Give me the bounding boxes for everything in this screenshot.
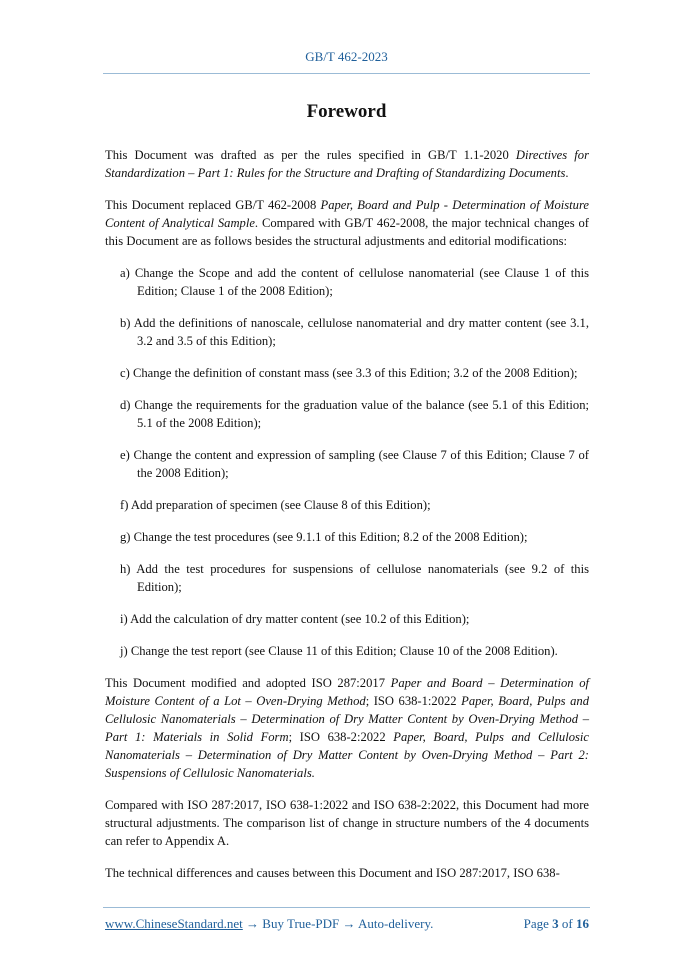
italic-title-run: Paper, Board, Pulps and Cellulosic Nanomaterials – Determination of Dry Matter Content by Oven-Drying Method – Part 1: Materials in Solid Form: [105, 694, 589, 744]
list-marker: a): [120, 266, 130, 280]
page-indicator: [524, 916, 589, 932]
text-run: This Document replaced GB/T 462-2008: [105, 198, 321, 212]
list-item-text: Change the test procedures (see 9.1.1 of this Edition; 8.2 of the 2008 Edition);: [133, 530, 528, 544]
list-item-text: Add the definitions of nanoscale, cellulose nanomaterial and dry matter content (see 3.1, 3.2 and 3.5 of this Edition);: [133, 316, 589, 348]
technical-changes-list: [105, 264, 589, 660]
list-marker: h): [120, 562, 131, 576]
list-item: [105, 560, 589, 596]
list-item: [105, 610, 589, 628]
page-title: Foreword: [306, 101, 387, 122]
total-pages: 16: [576, 916, 589, 931]
list-item: [105, 314, 589, 350]
list-marker: f): [120, 498, 129, 512]
list-item-text: Change the test report (see Clause 11 of this Edition; Clause 10 of the 2008 Edition).: [130, 644, 558, 658]
list-item: [105, 496, 589, 514]
list-marker: c): [120, 366, 130, 380]
list-item-text: Change the content and expression of sampling (see Clause 7 of this Edition; Clause 7 of the 2008 Edition);: [133, 448, 589, 480]
list-marker: d): [120, 398, 131, 412]
list-item-text: Change the Scope and add the content of cellulose nanomaterial (see Clause 1 of this Edition; Clause 1 of the 2008 Edition);: [134, 266, 589, 298]
header-doc-code: GB/T 462-2023: [305, 49, 388, 64]
paragraph-drafting-rules: [105, 146, 589, 182]
list-item-text: Change the requirements for the graduation value of the balance (see 5.1 of this Edition; 5.1 of the 2008 Edition);: [134, 398, 589, 430]
italic-title-run: Directives for Standardization – Part 1: Rules for the Structure and Drafting of Standardizing Documents: [105, 148, 589, 180]
list-marker: e): [120, 448, 130, 462]
text-run: .: [565, 166, 569, 180]
list-item-text: Add preparation of specimen (see Clause 8 of this Edition);: [130, 498, 431, 512]
promo-text: → Buy True-PDF → Auto-delivery.: [242, 916, 434, 931]
text-run: This Document was drafted as per the rules specified in GB/T 1.1-2020: [105, 148, 516, 162]
text-run: ; ISO 638-1:2022: [365, 694, 462, 708]
current-page-number: 3: [552, 916, 559, 931]
list-marker: i): [120, 612, 128, 626]
footer-promo: [105, 916, 433, 932]
list-marker: g): [120, 530, 131, 544]
list-marker: j): [120, 644, 128, 658]
paragraph-replacement: [105, 196, 589, 250]
paragraph-technical-differences: The technical differences and causes between this Document and ISO 287:2017, ISO 638-: [105, 866, 560, 880]
header-divider: [103, 73, 590, 74]
footer-divider: [103, 907, 590, 908]
italic-title-run: Paper and Board – Determination of Moisture Content of a Lot – Oven-Drying Method: [105, 676, 589, 708]
of-label: of: [561, 916, 573, 931]
list-item: [105, 528, 589, 546]
paragraph-structure-comparison: Compared with ISO 287:2017, ISO 638-1:2022 and ISO 638-2:2022, this Document had more structural adjustments. The comparison list of change in structure numbers of the 4 documents can refer to Appendix A.: [105, 798, 589, 848]
list-item-text: Add the test procedures for suspensions of cellulose nanomaterials (see 9.2 of this Edition);: [136, 562, 589, 594]
list-marker: b): [120, 316, 131, 330]
list-item: [105, 446, 589, 482]
page-label: Page: [523, 916, 549, 931]
text-run: This Document modified and adopted ISO 287:2017: [105, 676, 391, 690]
list-item: [105, 264, 589, 300]
text-run: . Compared with GB/T 462-2008, the major technical changes of this Document are as follows besides the structural adjustments and editorial modifications:: [105, 216, 589, 248]
italic-title-run: Paper, Board and Pulp - Determination of Moisture Content of Analytical Sample: [105, 198, 589, 230]
list-item: [105, 364, 589, 382]
paragraph-adoption: [105, 674, 589, 782]
list-item: [105, 642, 589, 660]
italic-title-run: Paper, Board, Pulps and Cellulosic Nanomaterials – Determination of Dry Matter Content by Oven-Drying Method – Part 2: Suspensions of Cellulosic Nanomaterials.: [105, 730, 590, 780]
list-item-text: Add the calculation of dry matter content (see 10.2 of this Edition);: [130, 612, 470, 626]
list-item-text: Change the definition of constant mass (see 3.3 of this Edition; 3.2 of the 2008 Edition);: [132, 366, 578, 380]
list-item: [105, 396, 589, 432]
text-run: ; ISO 638-2:2022: [288, 730, 394, 744]
site-link[interactable]: www.ChineseStandard.net: [105, 916, 243, 931]
document-body: [105, 146, 589, 896]
